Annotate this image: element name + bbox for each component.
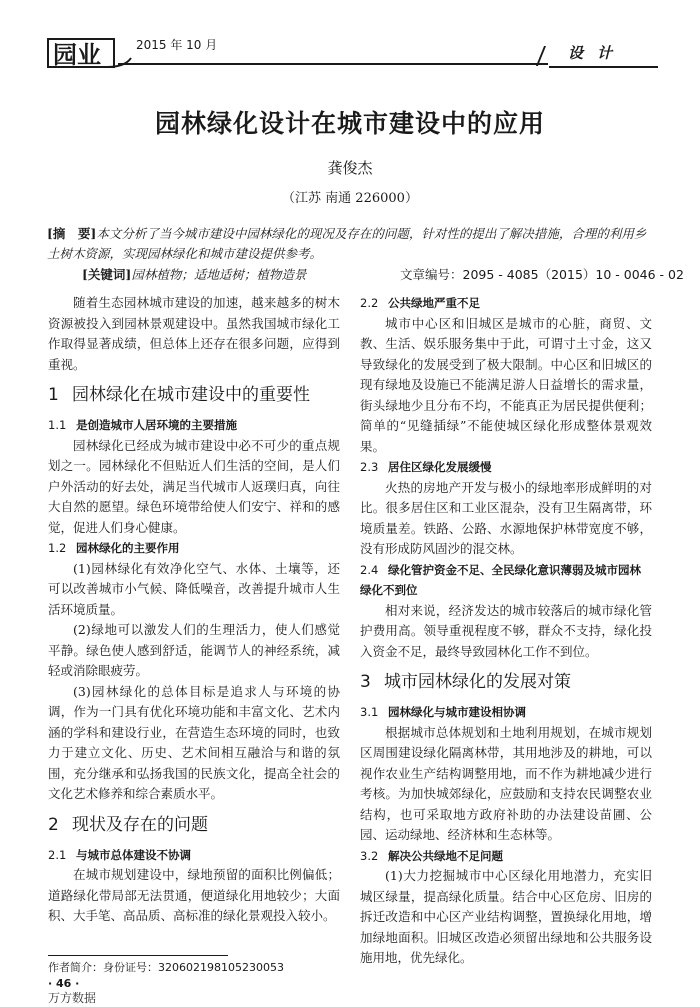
section-1-heading: 1 园林绿化在城市建设中的重要性 (48, 385, 310, 405)
intro-paragraph: 随着生态园林城市建设的加速，越来越多的树木资源被投入到园林景观建设中。虽然我国城市绿化工作取得显著成绩，但总体上还存在很多问题，应得到重视。 (48, 295, 340, 372)
section-3-1-heading: 3.1 园林绿化与城市建设相协调 (360, 705, 526, 719)
author: 龚俊杰 (327, 159, 373, 177)
section-2-2-heading: 2.2 公共绿地严重不足 (360, 296, 480, 310)
paragraph: 在城市规划建设中，绿地预留的面积比例偏低；道路绿化带局部无法贯通，便道绿化用地较少；大面积、大手笔、高品质、高标准的绿化景观投入较小。 (48, 867, 340, 923)
issue-date: 2015 年 10 月 (136, 38, 218, 52)
header-rule (118, 63, 548, 65)
article-title: 园林绿化设计在城市建设中的应用 (154, 109, 545, 138)
footnote-rule (48, 955, 228, 956)
header-rule-right (549, 66, 658, 68)
section-2-3-heading: 2.3 居住区绿化发展缓慢 (360, 460, 492, 474)
watermark: 万方数据 (48, 991, 97, 1005)
svg-text:园业: 园业 (53, 41, 101, 69)
keywords (82, 265, 306, 283)
section-3-heading: 3 城市园林绿化的发展对策 (360, 672, 571, 692)
paragraph: 根据城市总体规划和土地利用规划，在城市规划区周围建设绿化隔离林带，其用地涉及的耕地，可以视作农业生产结构调整用地，而不作为耕地减少进行考核。为加快城郊绿化，应鼓励和支持农民调整农业结构，也可采取地方政府补助的办法建设苗圃、公园、运动绿地、经济林和生态林等。 (360, 724, 652, 842)
abstract-label: [摘 要] (47, 226, 97, 241)
keywords-label: [关键词] (82, 267, 132, 282)
keywords-text: 园林植物；适地适树；植物造景 (131, 267, 307, 282)
paragraph: 相对来说，经济发达的城市较落后的城市绿化管护费用高。领导重视程度不够，群众不支持，绿化投入资金不足，最终导致园林化工作不到位。 (360, 602, 652, 659)
page-number: · 46 · (48, 977, 80, 990)
paragraph: 城市中心区和旧城区是城市的心脏，商贸、文教、生活、娱乐服务集中于此，可谓寸土寸金，这又导致绿化的发展受到了极大限制。中心区和旧城区的现有绿地及设施已不能满足游人日益增长的需求量，街头绿地少且分布不均，不能真正为居民提供便利；简单的“见缝插绿”不能使城区绿化形成整体景观效果。 (360, 315, 652, 454)
paragraph: (1)大力挖掘城市中心区绿化用地潜力，充实旧城区绿量，提高绿化质量。结合中心区危房、旧房的拆迁改造和中心区产业结构调整，置换绿化用地，增加绿地面积。旧城区改造必须留出绿地和公共服务设施用地，优先绿化。 (360, 868, 652, 965)
section-2-4-heading: 2.4 绿化管护资金不足、全民绿化意识薄弱及城市园林绿化不到位 (360, 562, 641, 597)
abstract (47, 224, 653, 264)
paragraph: (1)园林绿化有效净化空气、水体、土壤等，还可以改善城市小气候、降低噪音，改善提升城市人生活环境质量。 (48, 560, 340, 617)
section-3-2-heading: 3.2 解决公共绿地不足问题 (360, 848, 503, 863)
paragraph: (2)绿地可以激发人们的生理活力，使人们感觉平静。绿色使人感到舒适，能调节人的神经系统，减轻或消除眼疲劳。 (48, 622, 340, 678)
section-tag: 设计 (568, 44, 627, 62)
paragraph: 园林绿化已经成为城市建设中必不可少的重点规划之一。园林绿化不但贴近人们生活的空间，是人们户外活动的好去处，满足当代城市人返璞归真，向往大自然的愿望。绿色环境带给使人们安宁、祥和的感觉，促进人们身心健康。 (48, 437, 340, 535)
document-number: 文章编号：2095 - 4085（2015）10 - 0046 - 02 (400, 267, 684, 282)
paragraph: (3)园林绿化的总体目标是追求人与环境的协调，作为一门具有优化环境功能和丰富文化、艺术内涵的学科和建设行业，在营造生态环境的同时，也致力于建立文化、历史、艺术间相互融洽与和谐的氛围，充分继承和弘扬我国的民族文化，提高全社会的文化艺术修养和综合素质水平。 (48, 683, 340, 801)
left-column (48, 293, 340, 927)
section-1-2-heading: 1.2 园林绿化的主要作用 (48, 541, 180, 555)
abstract-text: 本文分析了当今城市建设中园林绿化的现况及存在的问题，针对性的提出了解决措施，合理的利用乡土树木资源，实现园林绿化和城市建设提供参考。 (47, 226, 647, 261)
paragraph: 火热的房地产开发与极小的绿地率形成鲜明的对比。很多居住区和工业区混杂，没有卫生隔离带，环境质量差。铁路、公路、水源地保护林带宽度不够，没有形成防风固沙的混交林。 (360, 479, 652, 556)
right-column (360, 293, 652, 969)
affiliation: （江苏 南通 226000） (282, 191, 418, 206)
section-1-1-heading: 1.1 是创造城市人居环境的主要措施 (48, 418, 237, 432)
section-2-1-heading: 2.1 与城市总体建设不协调 (48, 847, 191, 862)
author-footnote: 作者简介：身份证号：320602198105230053 (48, 961, 284, 974)
section-2-heading: 2 现状及存在的问题 (48, 814, 208, 835)
